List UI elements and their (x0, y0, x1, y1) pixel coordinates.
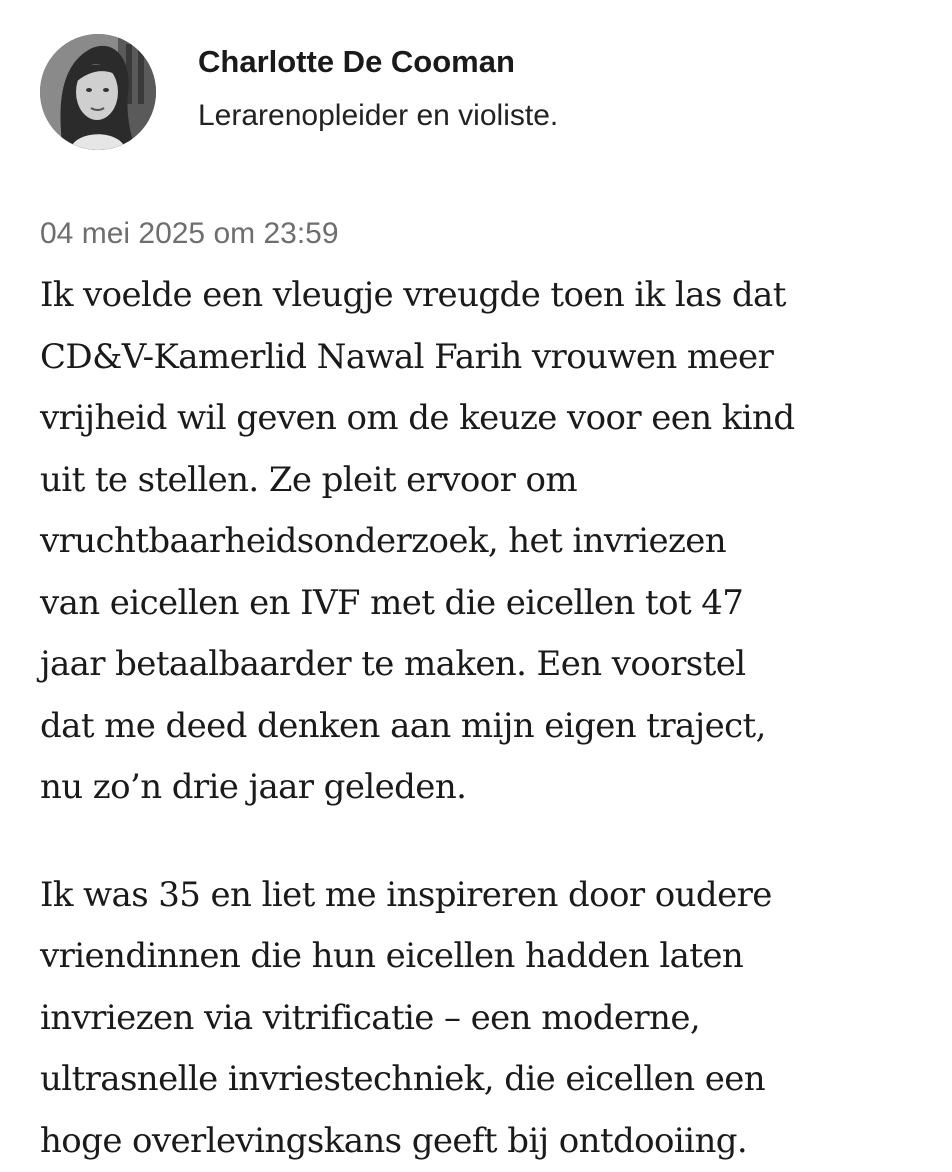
paragraph-line: vruchtbaarheidsonderzoek, het invriezen (40, 511, 940, 573)
publish-timestamp: 04 mei 2025 om 23:59 (40, 214, 339, 254)
author-header (40, 34, 558, 150)
paragraph-line: Ik was 35 en liet me inspireren door oudere (40, 865, 940, 927)
author-avatar[interactable] (40, 34, 156, 150)
paragraph-line: nu zo’n drie jaar geleden. (40, 757, 940, 819)
paragraph-line: van eicellen en IVF met die eicellen tot 47 (40, 573, 940, 635)
paragraph-line: CD&V-Kamerlid Nawal Farih vrouwen meer (40, 327, 940, 389)
paragraph-line: vriendinnen die hun eicellen hadden laten (40, 926, 940, 988)
author-bio: Lerarenopleider en violiste. (198, 96, 558, 136)
paragraph-line: uit te stellen. Ze pleit ervoor om (40, 450, 940, 512)
article-paragraph (40, 865, 940, 1172)
article-paragraph (40, 265, 940, 819)
paragraph-line: dat me deed denken aan mijn eigen traject, (40, 696, 940, 758)
paragraph-line: invriezen via vitrificatie – een moderne, (40, 988, 940, 1050)
paragraph-line: Ik voelde een vleugje vreugde toen ik las dat (40, 265, 940, 327)
author-name[interactable]: Charlotte De Cooman (198, 42, 558, 82)
paragraph-line: jaar betaalbaarder te maken. Een voorstel (40, 634, 940, 696)
paragraph-line: ultrasnelle invriestechniek, die eicellen een (40, 1049, 940, 1111)
paragraph-line: hoge overlevingskans geeft bij ontdooiing. (40, 1111, 940, 1172)
article-body (40, 265, 940, 1172)
avatar-photo-icon (40, 34, 156, 150)
paragraph-line: vrijheid wil geven om de keuze voor een kind (40, 388, 940, 450)
